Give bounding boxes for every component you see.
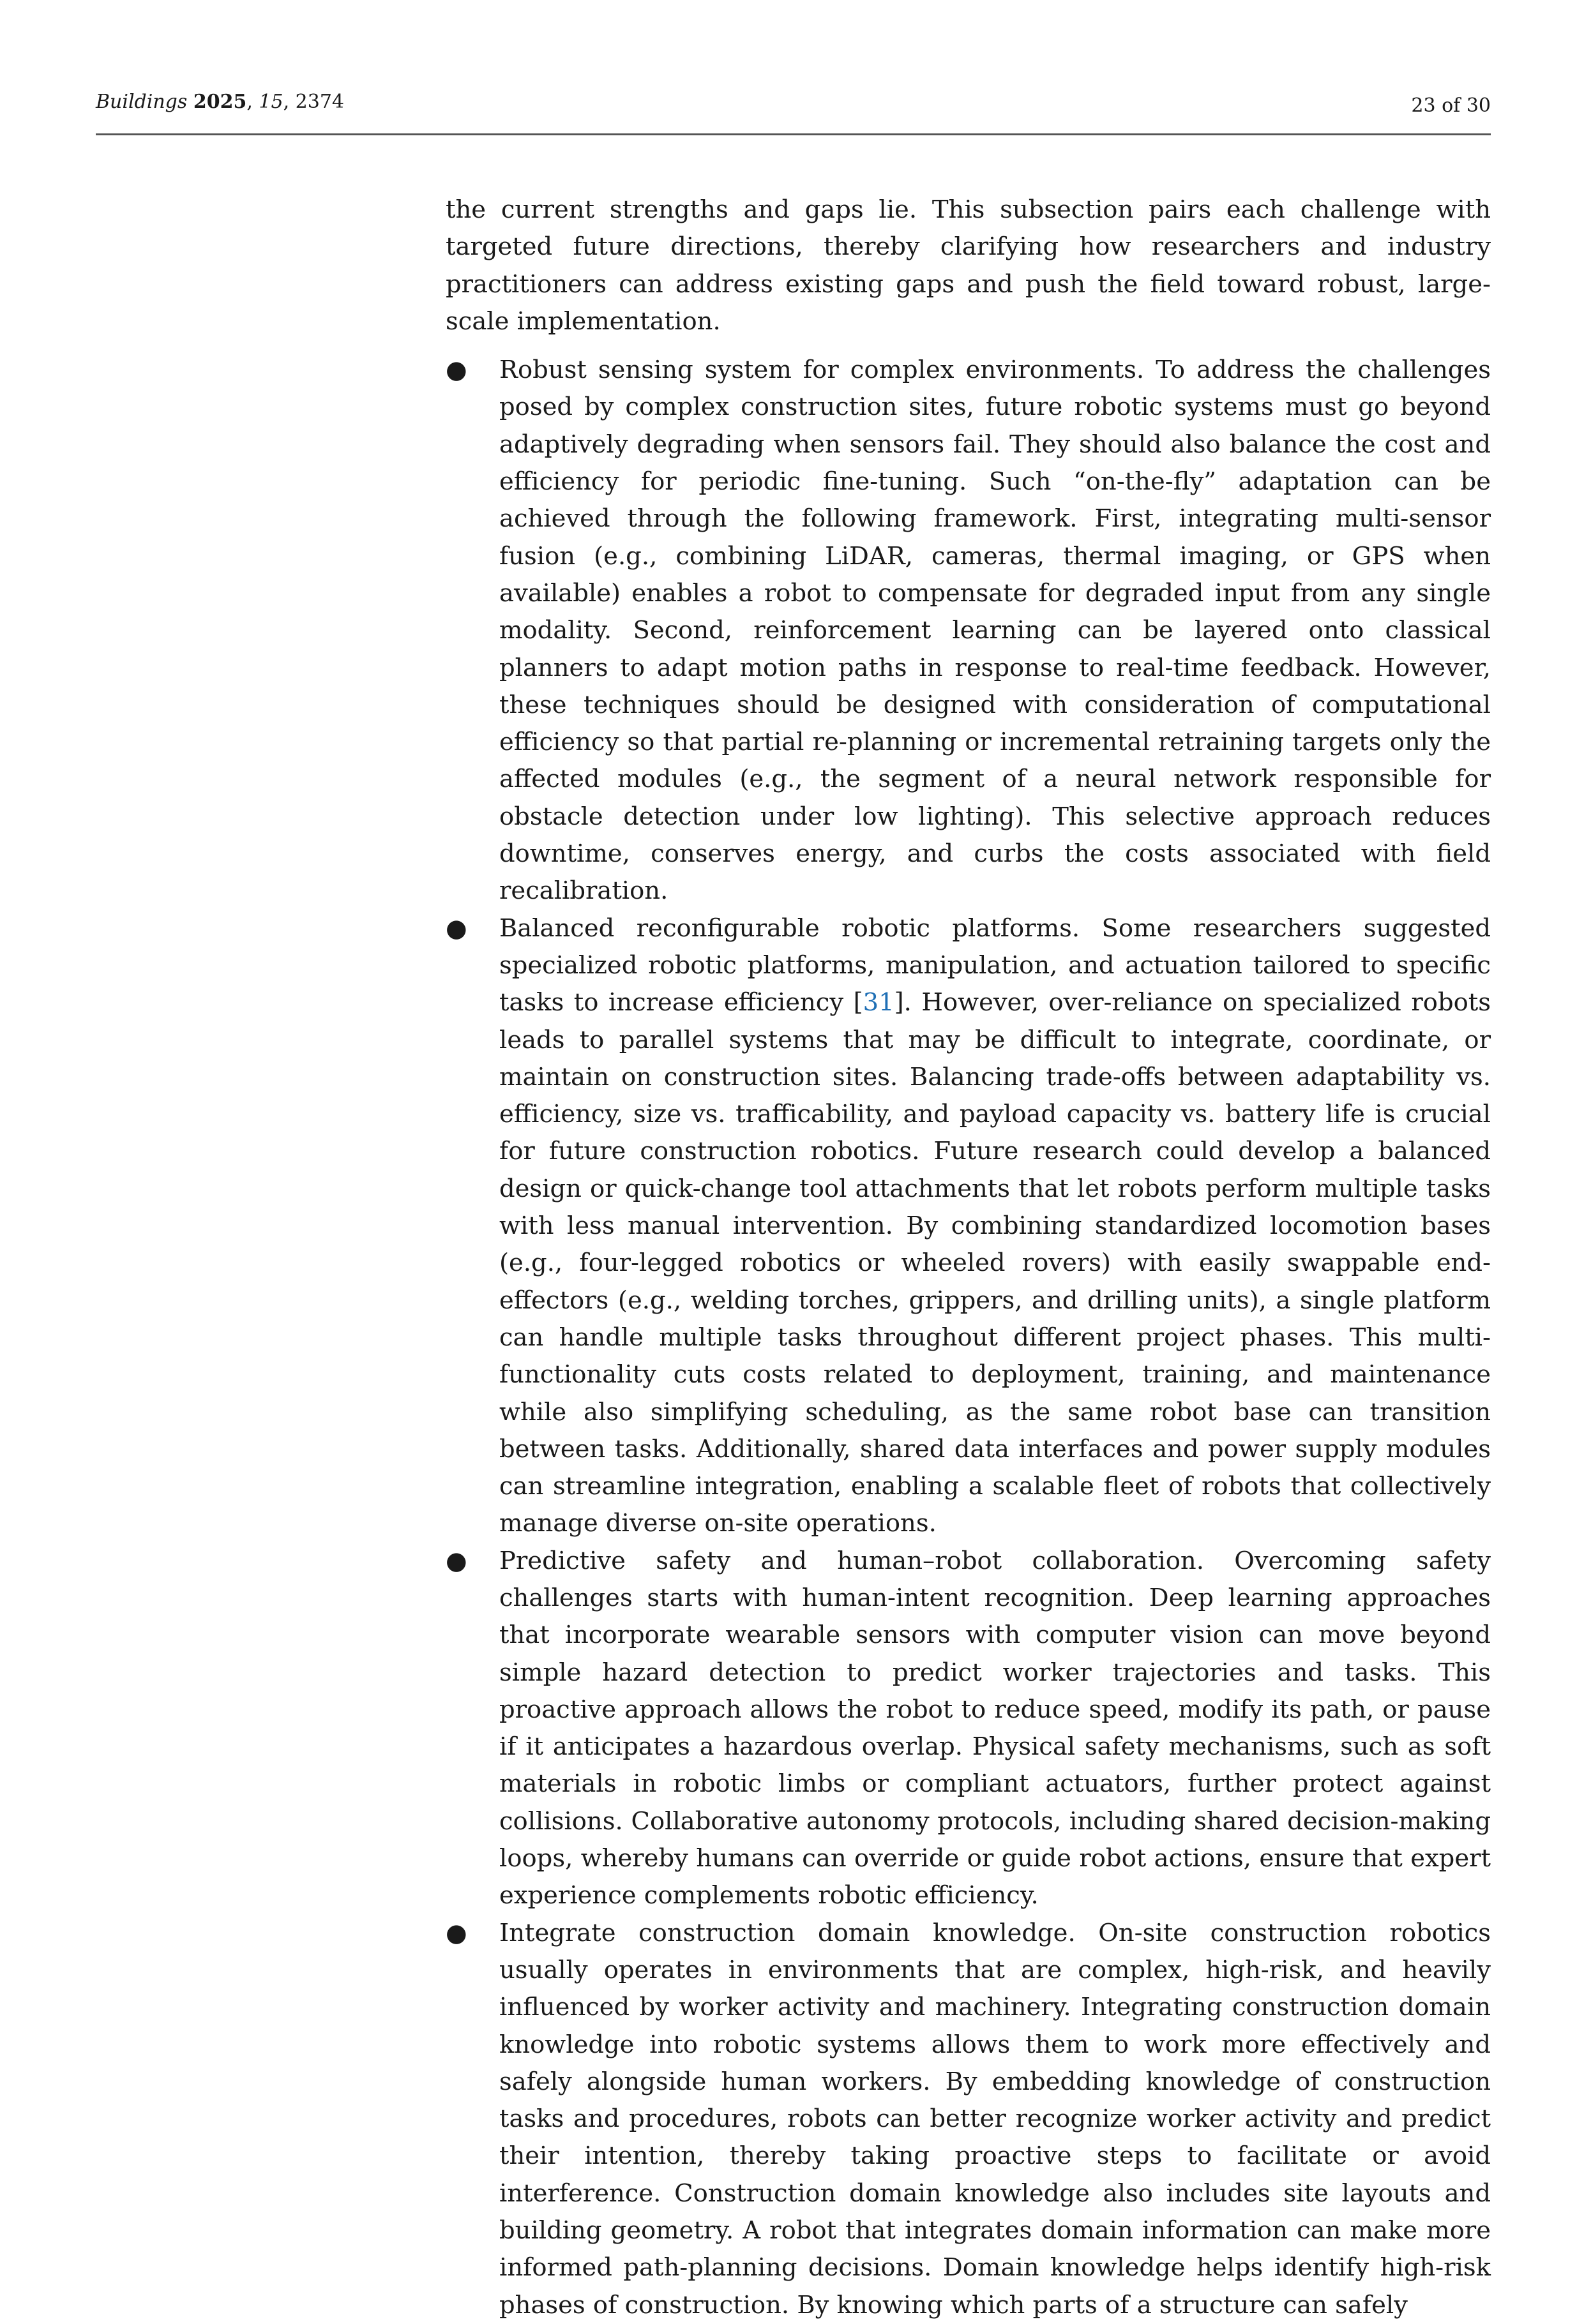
list-item-text: Predictive safety and human–robot collaboration. Overcoming safety challenges starts with human-intent recognition. Deep learning approaches that incorporate wearable sensors with computer vision can move beyond simple hazard detection to predict worker trajectories and tasks. This proactive approach allows the robot to reduce speed, modify its path, or pause if it anticipates a hazardous overlap. Physical safety mechanisms, such as soft materials in robotic limbs or compliant actuators, further protect against collisions. Collaborative autonomy protocols, including shared decision-making loops, whereby humans can override or guide robot actions, ensure that expert experience complements robotic efficiency. [499, 1546, 1491, 1910]
journal-volume: 15 [259, 91, 283, 113]
list-item-text-part-1: Balanced reconfigurable robotic platforms. Some researchers suggested specialized robotic platforms, manipulation, and actuation tailored to specific tasks to increase efficiency [ [499, 913, 1491, 1017]
journal-name: Buildings [96, 91, 188, 113]
list-item-predictive-safety [446, 1543, 1491, 1915]
page-number: 23 of 30 [1411, 94, 1491, 117]
bullet-icon: ● [446, 1918, 467, 1947]
list-item-text: Integrate construction domain knowledge. On-site construction robotics usually operates in environments that are complex, high-risk, and heavily influenced by worker activity and machinery. Integrating construction domain knowledge into robotic systems allows them to work more effectively and safely alongside human workers. By embedding knowledge of construction tasks and procedures, robots can better recognize worker activity and predict their intention, thereby taking proactive steps to facilitate or avoid interference. Construction domain knowledge also includes site layouts and building geometry. A robot that integrates domain information can make more informed path-planning decisions. Domain knowledge helps identify high-risk phases of construction. By knowing which parts of a structure can safely [499, 1918, 1491, 2320]
main-body-text [446, 191, 1491, 2324]
intro-paragraph: the current strengths and gaps lie. This subsection pairs each challenge with targeted future directions, thereby clarifying how researchers and industry practitioners can address existing gaps and push the field toward robust, large-scale implementation. [446, 195, 1491, 336]
list-item-reconfigurable-platforms [446, 910, 1491, 1543]
page-header [96, 91, 1491, 135]
list-item-robust-sensing [446, 352, 1491, 910]
article-number: 2374 [295, 91, 345, 113]
bullet-icon: ● [446, 1546, 467, 1575]
list-item-text: Robust sensing system for complex environments. To address the challenges posed by complex construction sites, future robotic systems must go beyond adaptively degrading when sensors fail. They should also balance the cost and efficiency for periodic fine-tuning. Such “on-the-fly” adaptation can be achieved through the following framework. First, integrating multi-sensor fusion (e.g., combining LiDAR, cameras, thermal imaging, or GPS when available) enables a robot to compensate for degraded input from any single modality. Second, reinforcement learning can be layered onto classical planners to adapt motion paths in response to real-time feedback. However, these techniques should be designed with consideration of computational efficiency so that partial re-planning or incremental retraining targets only the affected modules (e.g., the segment of a neural network responsible for obstacle detection under low lighting). This selective approach reduces downtime, conserves energy, and curbs the costs associated with field recalibration. [499, 356, 1491, 906]
future-directions-list [446, 352, 1491, 2324]
list-item-text-part-2: ]. However, over-reliance on specialized robots leads to parallel systems that may be difficult to integrate, coordinate, or maintain on construction sites. Balancing trade-offs between adaptability vs. efficiency, size vs. trafficability, and payload capacity vs. battery life is crucial for future construction robotics. Future research could develop a balanced design or quick-change tool attachments that let robots perform multiple tasks with less manual intervention. By combining standardized locomotion bases (e.g., four-legged robotics or wheeled rovers) with easily swappable end-effectors (e.g., welding torches, grippers, and drilling units), a single platform can handle multiple tasks throughout different project phases. This multi-functionality cuts costs related to deployment, training, and maintenance while also simplifying scheduling, as the same robot base can transition between tasks. Additionally, shared data interfaces and power supply modules can streamline integration, enabling a scalable fleet of robots that collectively manage diverse on-site operations. [499, 988, 1491, 1538]
journal-citation: Buildings 2025, 15, 2374 [96, 91, 345, 113]
bullet-icon: ● [446, 913, 467, 943]
citation-link[interactable]: 31 [863, 988, 894, 1017]
list-item-domain-knowledge [446, 1915, 1491, 2324]
publication-year: 2025 [193, 91, 247, 113]
bullet-icon: ● [446, 356, 467, 385]
